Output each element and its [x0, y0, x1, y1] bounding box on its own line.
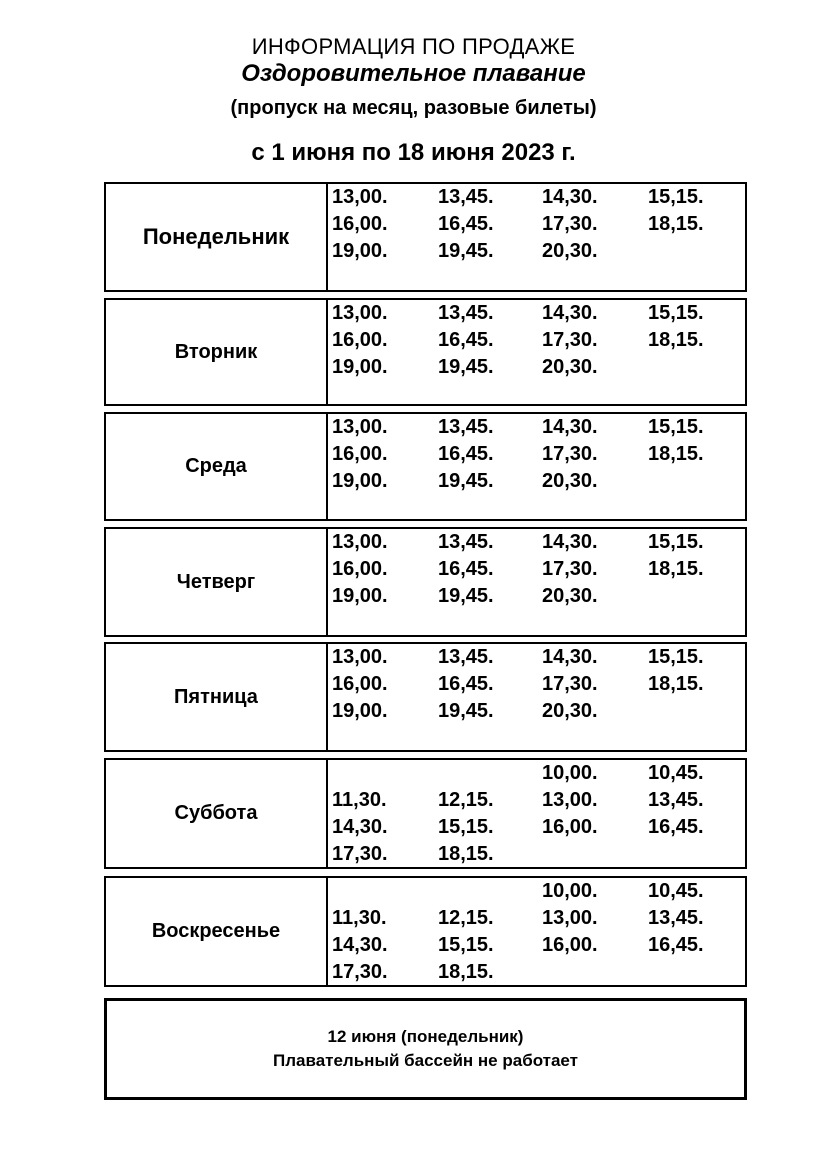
- day-name: Четверг: [106, 529, 328, 635]
- time-slot: 17,30.: [542, 558, 598, 580]
- time-slot: 17,30.: [542, 673, 598, 695]
- time-slot: [438, 878, 542, 905]
- time-slot: 12,15.: [438, 789, 494, 811]
- time-slot: 16,00.: [542, 816, 598, 838]
- time-slot: [648, 698, 752, 725]
- time-slot: 13,45.: [438, 531, 494, 553]
- time-slot: [648, 959, 752, 986]
- time-slot: 14,30.: [332, 816, 388, 838]
- time-slot: 13,00.: [332, 186, 388, 208]
- day-block-saturday: [104, 758, 747, 869]
- time-slot: 14,30.: [542, 186, 598, 208]
- day-name: Суббота: [106, 760, 328, 867]
- time-slot: 17,30.: [332, 843, 388, 865]
- time-slot: 16,45.: [648, 816, 704, 838]
- time-slot: 13,45.: [438, 186, 494, 208]
- time-slot: 17,30.: [332, 961, 388, 983]
- time-slot: 13,00.: [332, 416, 388, 438]
- time-grid: [332, 414, 752, 495]
- time-slot: 20,30.: [542, 356, 598, 378]
- time-slot: 20,30.: [542, 240, 598, 262]
- time-slot: 19,00.: [332, 700, 388, 722]
- time-slot: 17,30.: [542, 443, 598, 465]
- time-grid: [332, 760, 752, 868]
- time-slot: 16,45.: [438, 673, 494, 695]
- time-slot: [542, 959, 648, 986]
- time-slot: 13,00.: [332, 531, 388, 553]
- time-slot: 20,30.: [542, 585, 598, 607]
- day-block-sunday: [104, 876, 747, 987]
- time-slot: 19,00.: [332, 585, 388, 607]
- header-date-range: с 1 июня по 18 июня 2023 г.: [251, 139, 576, 166]
- time-slot: [542, 841, 648, 868]
- time-slot: [438, 760, 542, 787]
- time-slot: 15,15.: [438, 816, 494, 838]
- time-slot: 19,45.: [438, 240, 494, 262]
- time-slot: 12,15.: [438, 907, 494, 929]
- time-slot: 16,00.: [332, 443, 388, 465]
- day-block-friday: [104, 642, 747, 752]
- day-block-tuesday: [104, 298, 747, 406]
- day-name: Пятница: [106, 644, 328, 750]
- time-slot: 13,00.: [542, 789, 598, 811]
- time-slot: 14,30.: [332, 934, 388, 956]
- day-block-wednesday: [104, 412, 747, 521]
- time-slot: 17,30.: [542, 213, 598, 235]
- time-slot: 18,15.: [648, 329, 704, 351]
- time-slot: 20,30.: [542, 700, 598, 722]
- time-slot: 19,00.: [332, 470, 388, 492]
- header-title: ИНФОРМАЦИЯ ПО ПРОДАЖЕ: [251, 34, 576, 59]
- time-slot: 16,00.: [332, 213, 388, 235]
- day-block-thursday: [104, 527, 747, 637]
- time-slot: 19,45.: [438, 470, 494, 492]
- time-slot: 18,15.: [438, 843, 494, 865]
- time-grid: [332, 184, 752, 265]
- time-slot: 16,00.: [332, 558, 388, 580]
- time-slot: 10,45.: [648, 880, 704, 902]
- time-slot: 17,30.: [542, 329, 598, 351]
- time-grid: [332, 644, 752, 725]
- time-slot: 15,15.: [648, 302, 704, 324]
- time-slot: 18,15.: [438, 961, 494, 983]
- day-name: Воскресенье: [106, 878, 328, 985]
- time-slot: 16,45.: [438, 213, 494, 235]
- time-slot: 13,45.: [648, 907, 704, 929]
- time-slot: 18,15.: [648, 443, 704, 465]
- time-slot: 13,00.: [542, 907, 598, 929]
- time-slot: 16,45.: [438, 558, 494, 580]
- time-grid: [332, 300, 752, 381]
- time-slot: 19,45.: [438, 700, 494, 722]
- time-slot: [648, 238, 752, 265]
- time-slot: 11,30.: [332, 907, 387, 929]
- time-slot: 15,15.: [648, 186, 704, 208]
- time-slot: 13,00.: [332, 302, 388, 324]
- time-slot: [332, 878, 438, 905]
- time-slot: 10,00.: [542, 880, 598, 902]
- time-slot: 14,30.: [542, 531, 598, 553]
- time-grid: [332, 529, 752, 610]
- time-slot: 15,15.: [648, 646, 704, 668]
- time-slot: 15,15.: [438, 934, 494, 956]
- time-slot: [648, 583, 752, 610]
- day-name: Понедельник: [106, 184, 328, 290]
- time-slot: 15,15.: [648, 531, 704, 553]
- closure-message: Плавательный бассейн не работает: [273, 1051, 578, 1070]
- time-slot: [332, 760, 438, 787]
- time-slot: 13,45.: [438, 646, 494, 668]
- day-name: Среда: [106, 414, 328, 519]
- time-slot: 20,30.: [542, 470, 598, 492]
- time-slot: 15,15.: [648, 416, 704, 438]
- time-slot: 14,30.: [542, 302, 598, 324]
- time-slot: 16,45.: [438, 329, 494, 351]
- time-slot: 11,30.: [332, 789, 387, 811]
- time-slot: 16,00.: [542, 934, 598, 956]
- time-slot: 14,30.: [542, 646, 598, 668]
- time-slot: 18,15.: [648, 558, 704, 580]
- time-slot: 13,45.: [438, 302, 494, 324]
- time-slot: 19,45.: [438, 356, 494, 378]
- time-slot: 16,45.: [438, 443, 494, 465]
- closure-notice: [104, 998, 747, 1100]
- closure-date: 12 июня (понедельник): [327, 1027, 524, 1046]
- time-slot: 13,45.: [438, 416, 494, 438]
- time-slot: 16,00.: [332, 329, 388, 351]
- time-slot: [648, 468, 752, 495]
- time-slot: 18,15.: [648, 673, 704, 695]
- time-slot: 18,15.: [648, 213, 704, 235]
- time-slot: 19,00.: [332, 356, 388, 378]
- time-slot: 13,00.: [332, 646, 388, 668]
- time-slot: 16,45.: [648, 934, 704, 956]
- header-subtitle: Оздоровительное плавание: [241, 60, 586, 87]
- time-slot: 16,00.: [332, 673, 388, 695]
- day-name: Вторник: [106, 300, 328, 404]
- time-slot: [648, 841, 752, 868]
- time-slot: [648, 354, 752, 381]
- time-slot: 10,00.: [542, 762, 598, 784]
- time-slot: 10,45.: [648, 762, 704, 784]
- time-slot: 19,00.: [332, 240, 388, 262]
- time-grid: [332, 878, 752, 986]
- time-slot: 14,30.: [542, 416, 598, 438]
- time-slot: 19,45.: [438, 585, 494, 607]
- time-slot: 13,45.: [648, 789, 704, 811]
- header-ticket-types: (пропуск на месяц, разовые билеты): [230, 97, 597, 119]
- day-block-monday: [104, 182, 747, 292]
